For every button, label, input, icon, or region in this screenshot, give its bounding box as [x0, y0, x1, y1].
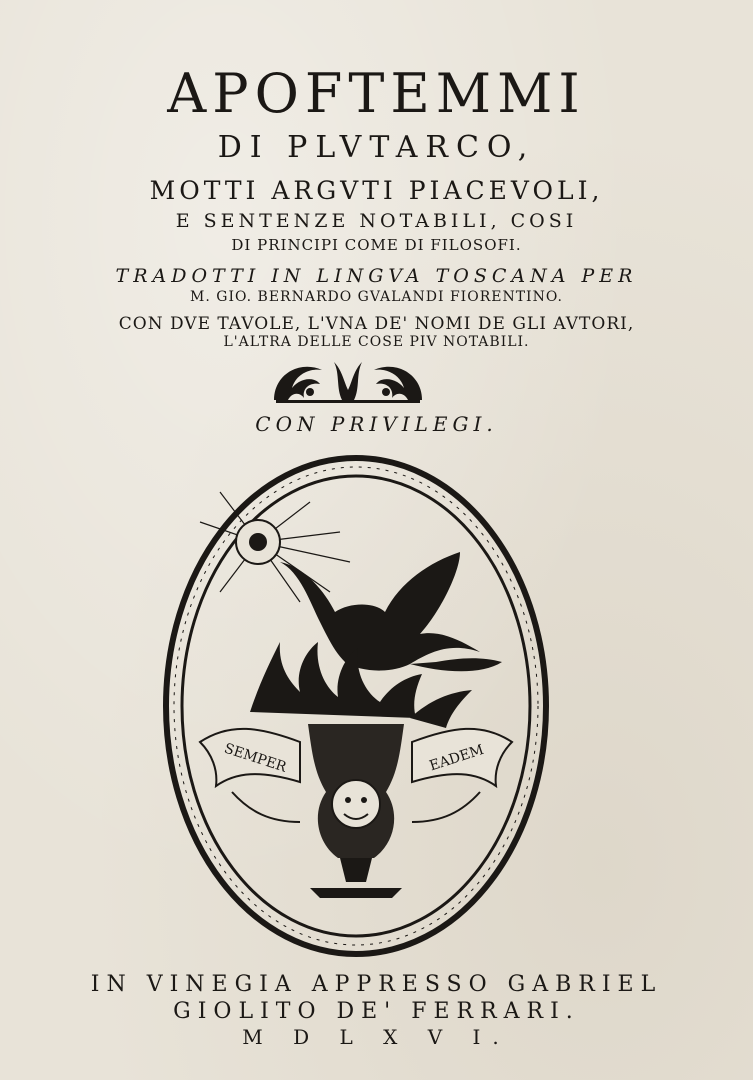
imprint-printer-name: GIOLITO DE' FERRARI.: [173, 999, 580, 1024]
acanthus-fleuron-icon: [270, 354, 426, 408]
title-line-4: E SENTENZE NOTABILI, COSI: [175, 210, 578, 232]
phoenix-emblem-icon: [160, 452, 552, 960]
title-line-tables: CON DVE TAVOLE, L'VNA DE' NOMI DE GLI AVTORI,: [118, 314, 635, 334]
imprint-place-printer: IN VINEGIA APPRESSO GABRIEL: [90, 972, 663, 997]
privilege-notice: CON PRIVILEGI.: [255, 412, 498, 436]
title-line-5: DI PRINCIPI COME DI FILOSOFI.: [231, 236, 522, 254]
title-line-3: MOTTI ARGVTI PIACEVOLI,: [149, 176, 604, 205]
banner-left-motto: SEMPER: [222, 740, 289, 776]
title-line-translator: M. GIO. BERNARDO GVALANDI FIORENTINO.: [190, 289, 563, 305]
title-line-translation: TRADOTTI IN LINGVA TOSCANA PER: [115, 265, 638, 287]
banner-right-motto: EADEM: [427, 741, 486, 775]
book-title: APOFTEMMI: [167, 62, 586, 125]
imprint-year: M D L X V I.: [242, 1025, 511, 1049]
title-line-author: DI PLVTARCO,: [217, 130, 536, 165]
title-line-tables-2: L'ALTRA DELLE COSE PIV NOTABILI.: [223, 334, 530, 350]
